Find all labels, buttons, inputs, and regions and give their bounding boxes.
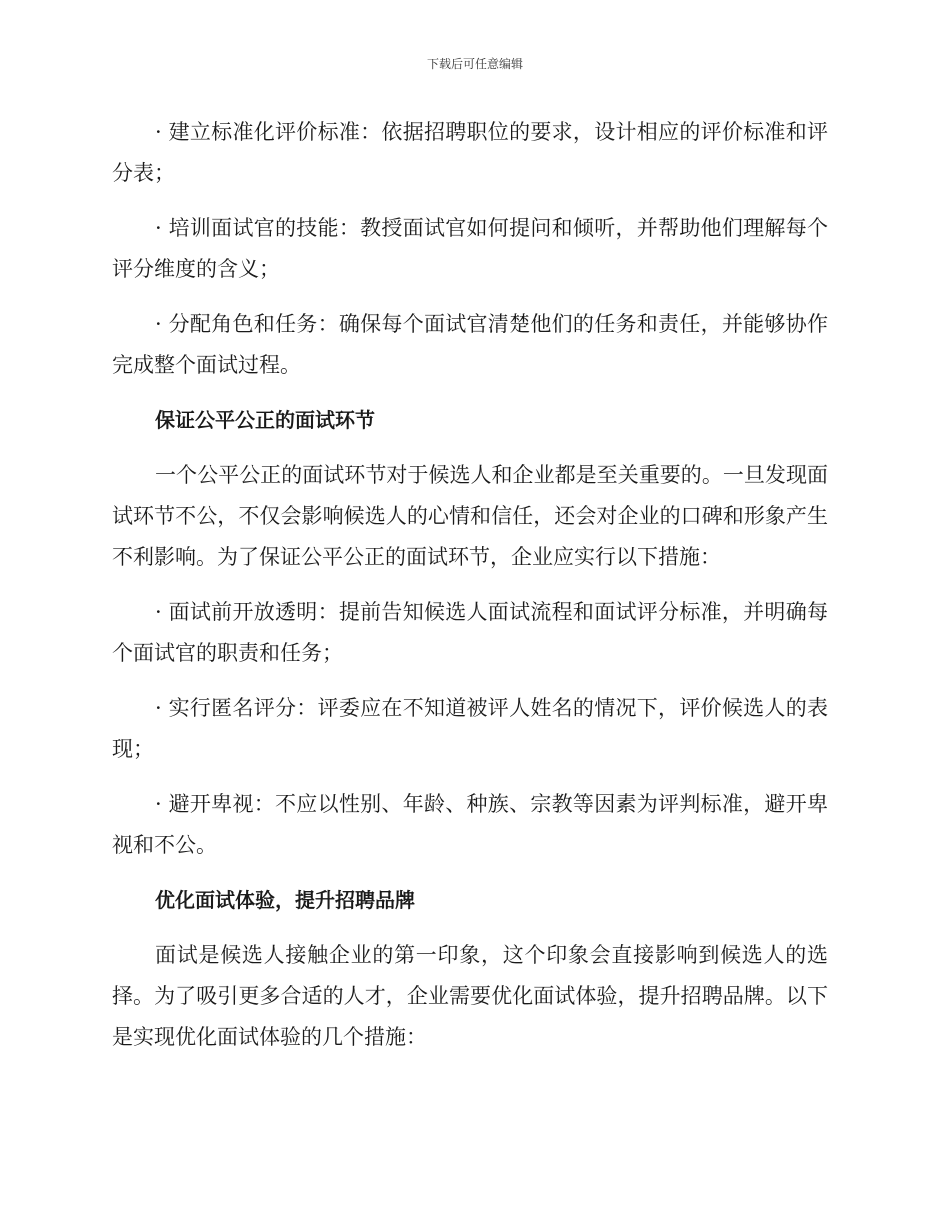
bullet-paragraph: · 建立标准化评价标准：依据招聘职位的要求，设计相应的评价标准和评分表； — [112, 120, 828, 185]
bullet-paragraph: · 培训面试官的技能：教授面试官如何提问和倾听，并帮助他们理解每个评分维度的含义； — [112, 216, 828, 281]
section-heading: 优化面试体验，提升招聘品牌 — [155, 888, 415, 912]
document-body — [112, 112, 828, 1072]
section-heading: 保证公平公正的面试环节 — [155, 408, 375, 432]
page-header: 下载后可任意编辑 — [426, 57, 523, 71]
bullet-paragraph: · 分配角色和任务：确保每个面试官清楚他们的任务和责任，并能够协作完成整个面试过程。 — [112, 312, 828, 377]
body-paragraph: 面试是候选人接触企业的第一印象，这个印象会直接影响到候选人的选择。为了吸引更多合适的人才，企业需要优化面试体验，提升招聘品牌。以下是实现优化面试体验的几个措施： — [112, 943, 828, 1049]
body-paragraph: 一个公平公正的面试环节对于候选人和企业都是至关重要的。一旦发现面试环节不公，不仅会影响候选人的心情和信任，还会对企业的口碑和形象产生不利影响。为了保证公平公正的面试环节，企业应实行以下措施： — [112, 463, 828, 569]
bullet-paragraph: · 避开卑视：不应以性别、年龄、种族、宗教等因素为评判标准，避开卑视和不公。 — [112, 792, 828, 857]
bullet-paragraph: · 实行匿名评分：评委应在不知道被评人姓名的情况下，评价候选人的表现； — [112, 696, 828, 761]
bullet-paragraph: · 面试前开放透明：提前告知候选人面试流程和面试评分标准，并明确每个面试官的职责和任务； — [112, 600, 828, 665]
